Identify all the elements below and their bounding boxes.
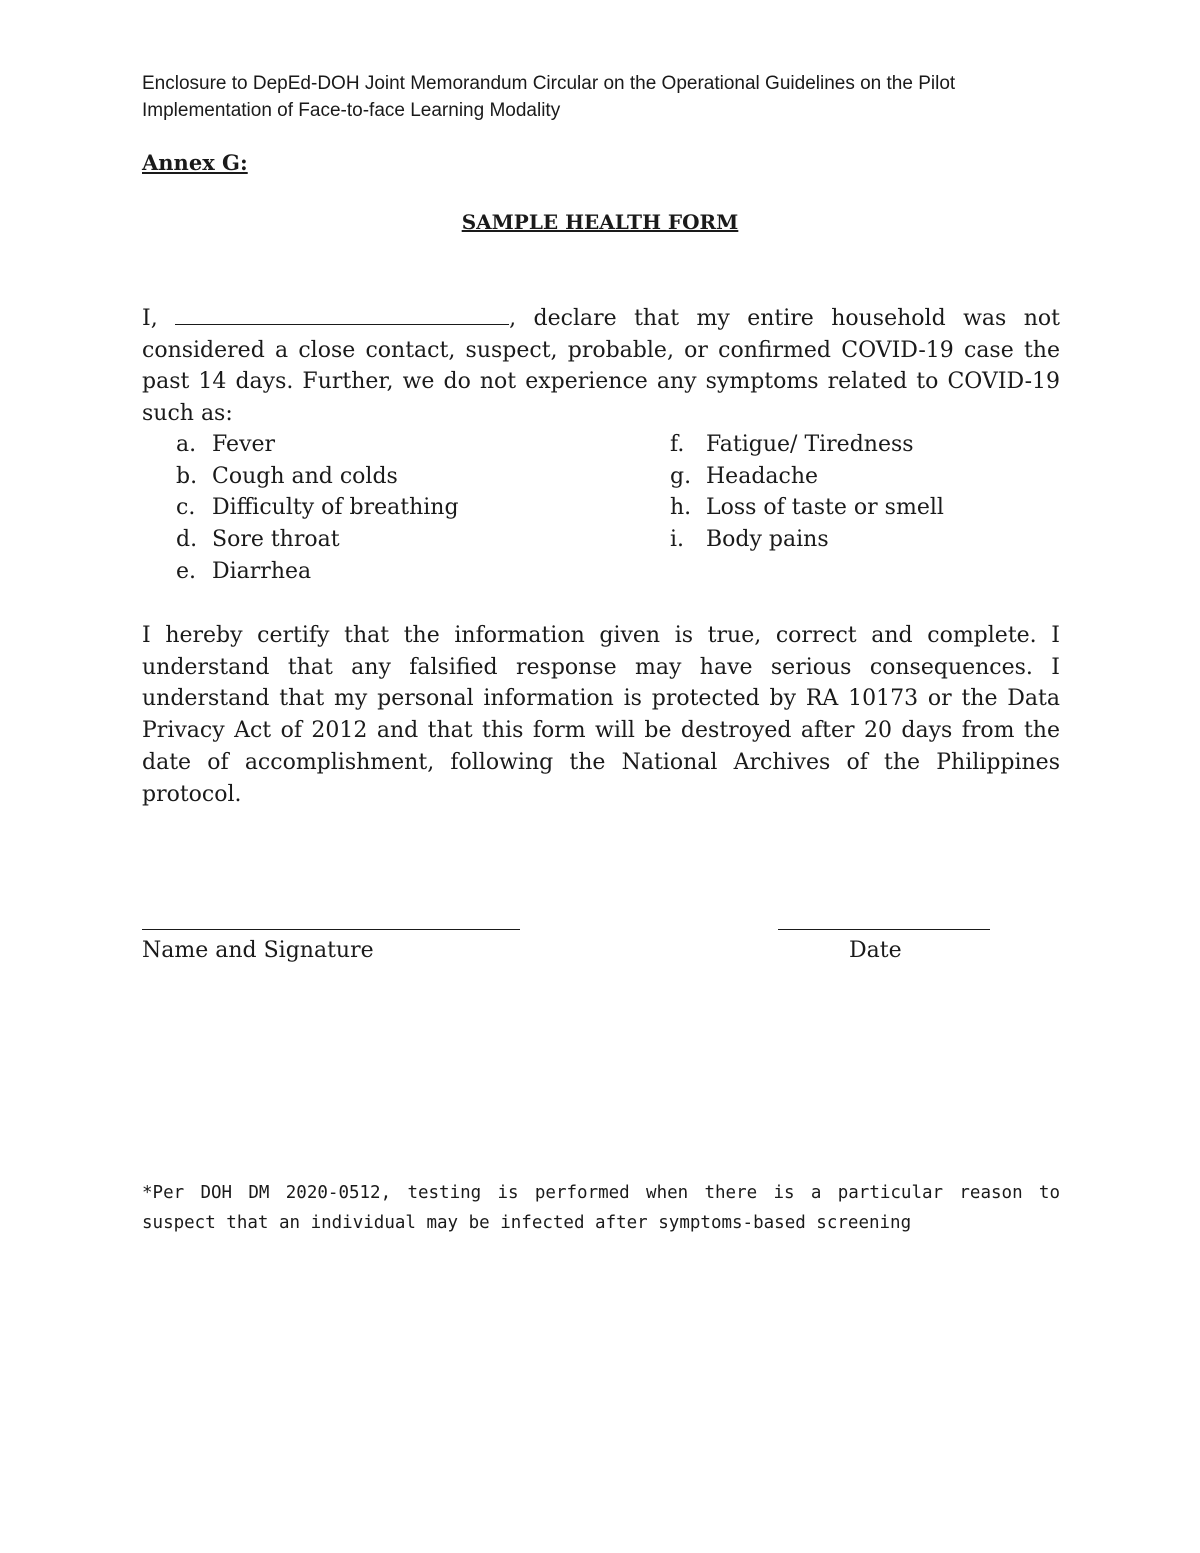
list-item (176, 556, 459, 588)
list-item (670, 429, 944, 461)
name-signature-label: Name and Signature (142, 938, 374, 963)
document-header (142, 70, 1062, 124)
list-item-label: Body pains (706, 527, 829, 553)
list-item-letter: f. (670, 432, 685, 457)
list-item-letter: h. (670, 495, 692, 521)
list-item (176, 429, 459, 461)
list-item (176, 524, 459, 556)
declaration-paragraph (142, 302, 1060, 430)
declaration-text: , declare that my entire household was not considered a close contact, suspect, probable, or confirmed COVID-19 case the past 14 days. Further, we do not experience any symptoms related to COVID-19 such as: (142, 306, 1060, 427)
list-item-label: Sore throat (212, 527, 340, 553)
certification-paragraph: I hereby certify that the information given is true, correct and complete. I understand that any falsified response may have serious consequences. I understand that my personal information is protected by RA 10173 or the Data Privacy Act of 2012 and that this form will be destroyed after 20 days from the date of accomplishment, following the National Archives of the Philippines protocol. (142, 623, 1060, 807)
header-line-2: Implementation of Face-to-face Learning Modality (142, 100, 561, 121)
annex-label: Annex G: (142, 150, 248, 175)
list-item-label: Headache (706, 463, 819, 489)
list-item (670, 461, 944, 493)
list-item-letter: g. (670, 463, 692, 489)
list-item-letter: b. (176, 463, 198, 489)
header-line-1: Enclosure to DepEd-DOH Joint Memorandum Circular on the Operational Guidelines on the Pilot (142, 73, 956, 94)
list-item-letter: c. (176, 495, 196, 521)
symptom-column-right (670, 429, 944, 556)
list-item (670, 492, 944, 524)
list-item-letter: e. (176, 558, 197, 584)
symptom-column-left (176, 429, 459, 587)
list-item-label: Diarrhea (212, 558, 312, 584)
date-line[interactable] (778, 929, 990, 930)
list-item-letter: a. (176, 432, 197, 457)
date-label: Date (849, 938, 902, 963)
list-item-label: Cough and colds (212, 463, 398, 489)
list-item-label: Difficulty of breathing (212, 495, 459, 521)
list-item-label: Fever (212, 432, 276, 457)
list-item (176, 461, 459, 493)
declaration-prefix: I, (142, 306, 158, 331)
name-blank-field[interactable] (175, 302, 509, 325)
list-item (176, 492, 459, 524)
form-title: SAMPLE HEALTH FORM (461, 210, 739, 234)
footnote: *Per DOH DM 2020-0512, testing is performed when there is a particular reason to suspect that an individual may be infected after symptoms-based screening (142, 1183, 1060, 1233)
list-item (670, 524, 944, 556)
list-item-letter: i. (670, 527, 685, 553)
list-item-label: Fatigue/ Tiredness (706, 432, 914, 457)
name-signature-line[interactable] (142, 929, 520, 930)
list-item-label: Loss of taste or smell (706, 495, 944, 521)
list-item-letter: d. (176, 527, 198, 553)
